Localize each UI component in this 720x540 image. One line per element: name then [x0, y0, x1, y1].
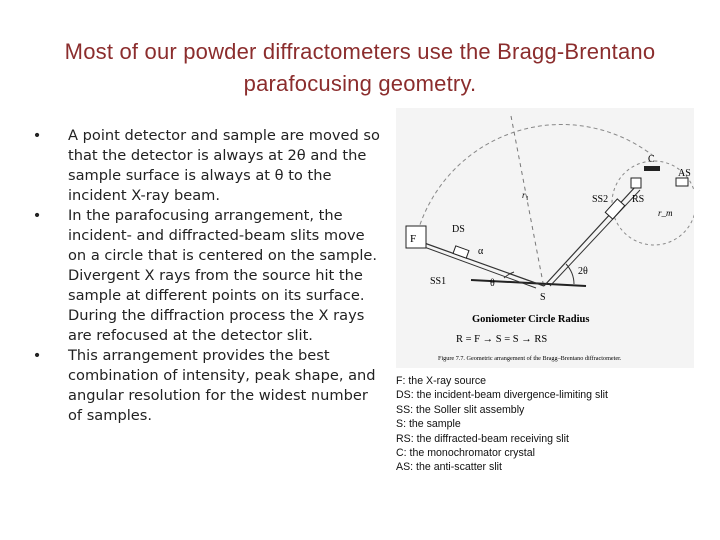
label-AS: AS	[678, 168, 691, 179]
legend	[396, 374, 696, 475]
bullet-text: In the parafocusing arrangement, the incident- and diffracted-beam slits move on a circle that is centered on the sample. Divergent X rays from the source hit the sample at different points on its surface. During the diffraction process the X rays are refocused at the detector slit.	[68, 207, 378, 344]
bullet-dot: •	[32, 207, 42, 224]
bullet-list	[30, 126, 380, 426]
receiving-slit	[631, 178, 641, 188]
bullet-dot: •	[32, 347, 42, 364]
bullet-text: This arrangement provides the best combination of intensity, peak shape, and angular resolution for the widest number of samples.	[68, 347, 376, 424]
legend-item: F: the X-ray source	[396, 375, 487, 387]
label-r1: r₁	[522, 190, 529, 200]
bullet-item	[30, 346, 380, 426]
legend-item: SS: the Soller slit assembly	[396, 403, 525, 416]
label-C: C	[648, 154, 655, 165]
bullet-item	[30, 126, 380, 206]
bragg-brentano-figure	[396, 108, 694, 368]
legend-item: C: the monochromator crystal	[396, 447, 535, 460]
monochromator-crystal	[644, 166, 660, 171]
label-DS: DS	[452, 224, 465, 235]
figure-caption: Figure 7.7. Geometric arrangement of the Bragg–Brentano diffractometer.	[438, 355, 622, 362]
label-rm: r_m	[658, 208, 673, 218]
bullet-dot: •	[32, 127, 42, 144]
anti-scatter-slit	[676, 178, 688, 186]
legend-item: AS: the anti-scatter slit	[396, 461, 502, 474]
label-SS1: SS1	[430, 276, 447, 287]
label-alpha: α	[478, 246, 484, 257]
label-F: F	[410, 233, 417, 245]
circle-label: Goniometer Circle Radius	[472, 314, 590, 325]
legend-item: S: the sample	[396, 418, 461, 431]
label-RS: RS	[632, 194, 645, 205]
figure-background	[396, 108, 694, 368]
diffractometer-diagram	[396, 108, 694, 368]
label-theta: θ	[490, 278, 495, 289]
bullet-item	[30, 206, 380, 346]
label-two-theta: 2θ	[578, 266, 588, 277]
equation: R = F → S = S → RS	[456, 334, 548, 345]
legend-item: DS: the incident-beam divergence-limiting slit	[396, 389, 608, 402]
slide-title: Most of our powder diffractometers use the Bragg-Brentano parafocusing geometry.	[64, 39, 656, 96]
label-S: S	[540, 292, 546, 303]
label-SS2: SS2	[592, 194, 609, 205]
bullet-text: A point detector and sample are moved so that the detector is always at 2θ and the sample surface is always at θ to the incident X-ray beam.	[68, 127, 380, 204]
legend-item: RS: the diffracted-beam receiving slit	[396, 432, 569, 445]
